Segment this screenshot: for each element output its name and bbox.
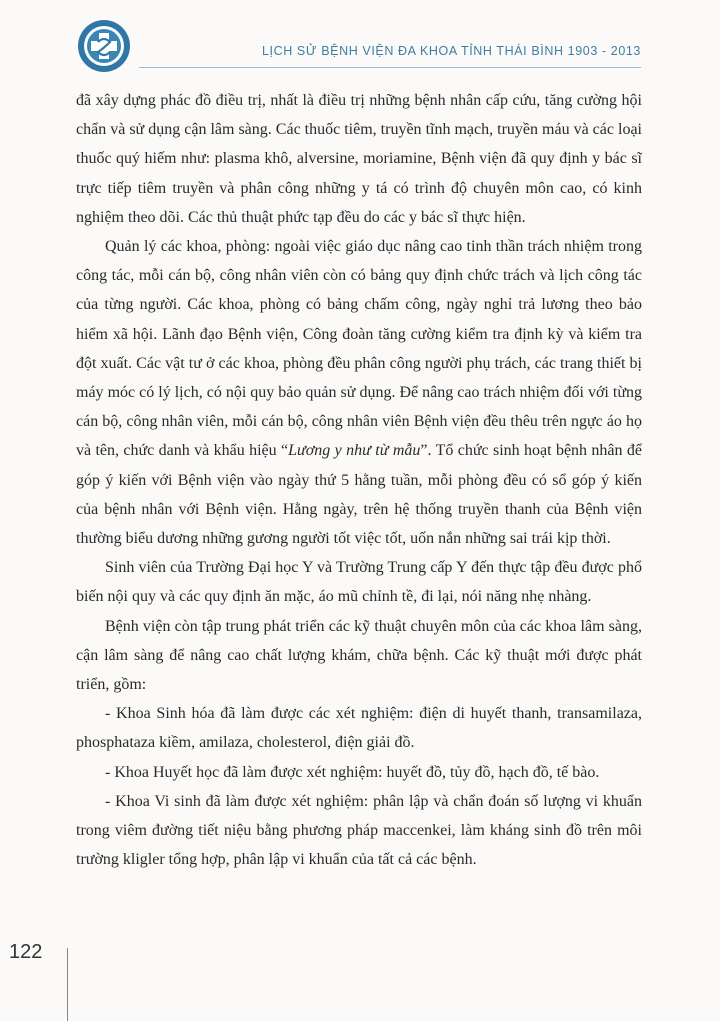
margin-rule (67, 948, 68, 1021)
paragraph: Bệnh viện còn tập trung phát triển các kỹ thuật chuyên môn của các khoa lâm sàng, cận lâm sàng để nâng cao chất lượng khám, chữa bệnh. Các kỹ thuật mới được phát triển, gồm: (76, 617, 642, 694)
paragraph-text: Quản lý các khoa, phòng: ngoài việc giáo dục nâng cao tinh thần trách nhiệm trong công tác, mỗi cán bộ, công nhân viên còn có bảng quy định chức trách và lịch công tác của từng người. Các khoa, phòng có bảng chấm công, ngày nghỉ trả lương theo bảo hiểm xã hội. Lãnh đạo Bệnh viện, Công đoàn tăng cường kiểm tra định kỳ và kiểm tra đột xuất. Các vật tư ở các khoa, phòng đều phân công người phụ trách, các trang thiết bị máy móc có lý lịch, có nội quy bảo quản sử dụng. Để nâng cao trách nhiệm đối với từng cán bộ, công nhân viên, mỗi cán bộ, công nhân viên Bệnh viện đều thêu trên ngực áo họ và tên, chức danh và khẩu hiệu “ (76, 238, 642, 460)
page-body (76, 86, 642, 874)
paragraph: đã xây dựng phác đồ điều trị, nhất là điều trị những bệnh nhân cấp cứu, tăng cường hội chẩn và sử dụng cận lâm sàng. Các thuốc tiêm, truyền tĩnh mạch, truyền máu và các loại thuốc quý hiếm như: plasma khô, alversine, moriamine, Bệnh viện đã quy định y bác sĩ trực tiếp tiêm truyền và phân công những y tá có trình độ chuyên môn cao, có kinh nghiệm theo dõi. Các thủ thuật phức tạp đều do các y bác sĩ thực hiện. (76, 92, 642, 226)
page-number: 122 (9, 941, 43, 963)
list-item: - Khoa Vi sinh đã làm được xét nghiệm: phân lập và chẩn đoán số lượng vi khuẩn trong viêm đường tiết niệu bằng phương pháp maccenkei, làm kháng sinh đồ trên môi trường kligler tổng hợp, phân lập vi khuẩn của tất cả các bệnh. (76, 792, 642, 869)
list-item: - Khoa Huyết học đã làm được xét nghiệm: huyết đồ, tủy đồ, hạch đồ, tế bào. (105, 763, 600, 781)
slogan-quote: Lương y như từ mẫu (288, 442, 421, 460)
running-header-title: LỊCH SỬ BỆNH VIỆN ĐA KHOA TỈNH THÁI BÌNH 1903 - 2013 (261, 44, 641, 58)
list-item: - Khoa Sinh hóa đã làm được các xét nghiệm: điện di huyết thanh, transamilaza, phosphataza kiềm, amilaza, cholesterol, điện giải đồ. (76, 705, 642, 752)
header-divider (139, 67, 641, 68)
hospital-emblem-icon (76, 18, 132, 74)
paragraph (76, 232, 642, 553)
paragraph-text: ”. Tổ chức sinh hoạt bệnh nhân để góp ý kiến với Bệnh viện vào ngày thứ 5 hằng tuần, mỗi phòng đều có sổ góp ý kiến của bệnh nhân với Bệnh viện. Hằng ngày, trên hệ thống truyền thanh của Bệnh viện thường biểu dương những gương người tốt việc tốt, uốn nắn những sai trái kịp thời. (76, 442, 643, 548)
paragraph: Sinh viên của Trường Đại học Y và Trường Trung cấp Y đến thực tập đều được phổ biến nội quy và các quy định ăn mặc, áo mũ chỉnh tề, đi lại, nói năng nhẹ nhàng. (76, 559, 642, 606)
